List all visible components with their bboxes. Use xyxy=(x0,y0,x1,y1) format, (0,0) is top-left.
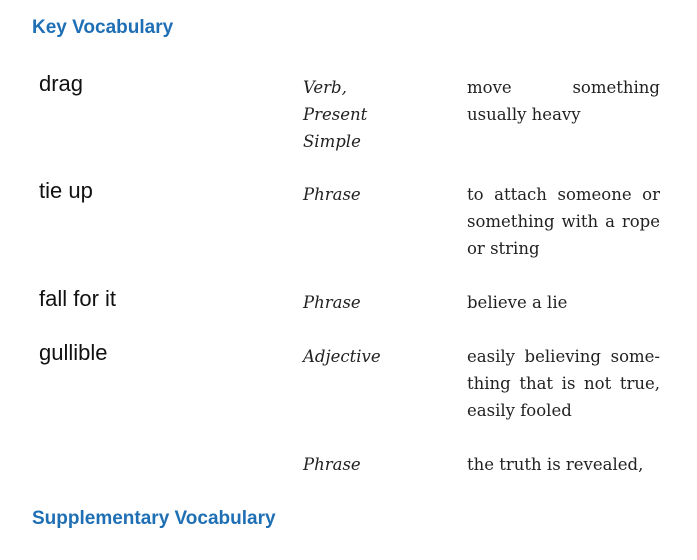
supplementary-vocabulary-heading: Supplementary Vocabulary xyxy=(32,508,276,529)
vocab-word: gullible xyxy=(39,340,108,365)
vocab-definition: move something usually heavy xyxy=(467,78,660,124)
vocab-part-of-speech: Verb, Present Simple xyxy=(303,78,368,151)
vocab-definition: to attach someone or something with a rope or string xyxy=(467,185,660,258)
vocab-word: drag xyxy=(39,71,84,96)
vocab-word: tie up xyxy=(39,178,93,203)
vocab-part-of-speech: Phrase xyxy=(303,185,361,204)
vocab-definition: the truth is revealed, xyxy=(467,455,644,474)
vocab-part-of-speech: Phrase xyxy=(303,455,361,474)
key-vocabulary-heading: Key Vocabulary xyxy=(32,17,174,38)
vocab-part-of-speech: Phrase xyxy=(303,293,361,312)
vocab-definition: believe a lie xyxy=(467,293,568,312)
vocab-definition: easily believing some-thing that is not true, easily fooled xyxy=(467,347,660,420)
vocab-part-of-speech: Adjective xyxy=(303,347,381,366)
vocab-word: fall for it xyxy=(39,286,117,311)
